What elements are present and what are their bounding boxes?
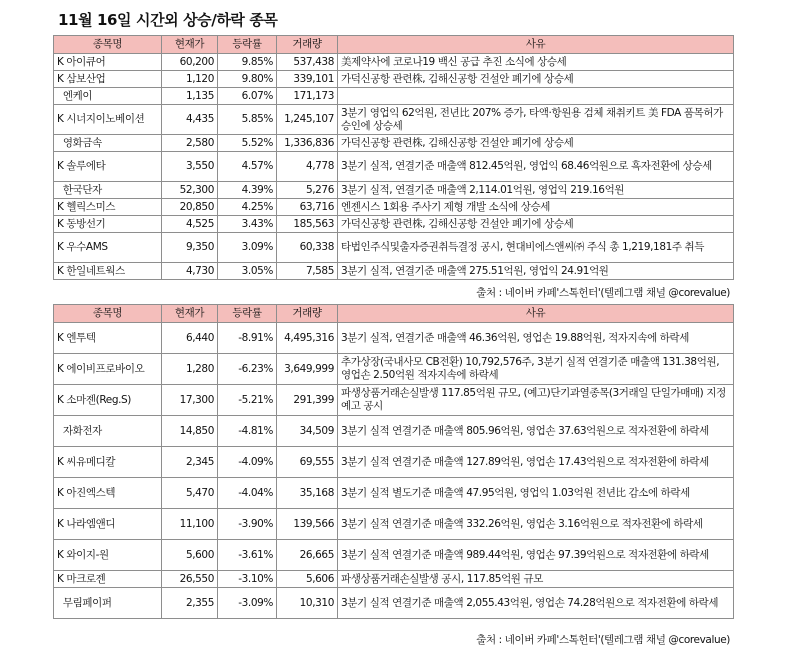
volume-cell: 4,495,316 — [277, 323, 338, 354]
price-cell: 17,300 — [162, 385, 218, 416]
volume-cell: 7,585 — [277, 263, 338, 280]
stock-name-cell: K 우수AMS — [54, 233, 162, 263]
col-header-volume: 거래량 — [277, 36, 338, 54]
table-row — [54, 152, 734, 182]
change-rate-cell: -4.81% — [218, 416, 277, 447]
falling-stocks-body — [54, 323, 734, 619]
reason-cell: 추가상장(국내사모 CB전환) 10,792,576주, 3분기 실적 연결기준 매출액 131.38억원, 영업손 2.50억원 적자지속에 하락세 — [338, 354, 734, 385]
price-cell: 20,850 — [162, 199, 218, 216]
change-rate-cell: 5.85% — [218, 105, 277, 135]
change-rate-cell: -3.90% — [218, 509, 277, 540]
volume-cell: 1,336,836 — [277, 135, 338, 152]
col-header-price: 현재가 — [162, 36, 218, 54]
price-cell: 1,280 — [162, 354, 218, 385]
change-rate-cell: -8.91% — [218, 323, 277, 354]
reason-cell: 3분기 영업익 62억원, 전년比 207% 증가, 타액·항원용 검체 채취키트 美 FDA 품목허가 승인에 상승세 — [338, 105, 734, 135]
reason-cell: 가덕신공항 관련株, 김해신공항 건설안 폐기에 상승세 — [338, 71, 734, 88]
source-note: 출처 : 네이버 카페'스톡헌터'(텔레그램 채널 @corevalue) — [476, 634, 730, 646]
reason-cell: 3분기 실적, 연결기준 매출액 46.36억원, 영업손 19.88억원, 적자지속에 하락세 — [338, 323, 734, 354]
table-row — [54, 540, 734, 571]
change-rate-cell: -5.21% — [218, 385, 277, 416]
change-rate-cell: 4.25% — [218, 199, 277, 216]
price-cell: 14,850 — [162, 416, 218, 447]
col-header-volume: 거래량 — [277, 305, 338, 323]
table-row — [54, 509, 734, 540]
price-cell: 4,730 — [162, 263, 218, 280]
stock-name-cell: K 아진엑스텍 — [54, 478, 162, 509]
table-header-row — [54, 36, 734, 54]
table-row — [54, 447, 734, 478]
change-rate-cell: 4.39% — [218, 182, 277, 199]
stock-name-cell: K 와이지-원 — [54, 540, 162, 571]
page-title: 11월 16일 시간외 상승/하락 종목 — [58, 11, 278, 29]
rising-stocks-table — [53, 35, 734, 280]
volume-cell: 10,310 — [277, 588, 338, 619]
reason-cell: 파생상품거래손실발생 공시, 117.85억원 규모 — [338, 571, 734, 588]
table-row — [54, 416, 734, 447]
reason-cell: 3분기 실적, 연결기준 매출액 2,114.01억원, 영업익 219.16억원 — [338, 182, 734, 199]
stock-name-cell: K 동방선기 — [54, 216, 162, 233]
table-row — [54, 385, 734, 416]
stock-name-cell: K 엔투텍 — [54, 323, 162, 354]
reason-cell: 타법인주식및출자증권취득결정 공시, 현대비에스앤씨㈜ 주식 총 1,219,181주 취득 — [338, 233, 734, 263]
stock-name-cell: K 삼보산업 — [54, 71, 162, 88]
change-rate-cell: 3.09% — [218, 233, 277, 263]
volume-cell: 185,563 — [277, 216, 338, 233]
table-row — [54, 71, 734, 88]
table-row — [54, 571, 734, 588]
stock-name-cell: K 마크로젠 — [54, 571, 162, 588]
reason-cell: 3분기 실적 연결기준 매출액 332.26억원, 영업손 3.16억원으로 적자전환에 하락세 — [338, 509, 734, 540]
price-cell: 4,525 — [162, 216, 218, 233]
table-row — [54, 354, 734, 385]
change-rate-cell: 3.05% — [218, 263, 277, 280]
stock-name-cell: 자화전자 — [54, 416, 162, 447]
stock-name-cell: 엔케이 — [54, 88, 162, 105]
volume-cell: 3,649,999 — [277, 354, 338, 385]
col-header-reason: 사유 — [338, 305, 734, 323]
volume-cell: 60,338 — [277, 233, 338, 263]
price-cell: 2,355 — [162, 588, 218, 619]
change-rate-cell: 4.57% — [218, 152, 277, 182]
volume-cell: 1,245,107 — [277, 105, 338, 135]
col-header-name: 종목명 — [54, 36, 162, 54]
volume-cell: 4,778 — [277, 152, 338, 182]
reason-cell: 3분기 실적, 연결기준 매출액 275.51억원, 영업익 24.91억원 — [338, 263, 734, 280]
stock-name-cell: K 시너지이노베이션 — [54, 105, 162, 135]
price-cell: 11,100 — [162, 509, 218, 540]
reason-cell: 3분기 실적 연결기준 매출액 989.44억원, 영업손 97.39억원으로 적자전환에 하락세 — [338, 540, 734, 571]
price-cell: 26,550 — [162, 571, 218, 588]
volume-cell: 35,168 — [277, 478, 338, 509]
volume-cell: 34,509 — [277, 416, 338, 447]
price-cell: 3,550 — [162, 152, 218, 182]
stock-name-cell: K 씨유메디칼 — [54, 447, 162, 478]
change-rate-cell: -3.10% — [218, 571, 277, 588]
change-rate-cell: 9.80% — [218, 71, 277, 88]
stock-name-cell: K 솔루에타 — [54, 152, 162, 182]
price-cell: 52,300 — [162, 182, 218, 199]
reason-cell — [338, 88, 734, 105]
table-row — [54, 88, 734, 105]
price-cell: 9,350 — [162, 233, 218, 263]
price-cell: 2,580 — [162, 135, 218, 152]
table-row — [54, 233, 734, 263]
table-row — [54, 478, 734, 509]
col-header-rate: 등락률 — [218, 305, 277, 323]
stock-name-cell: K 아이큐어 — [54, 54, 162, 71]
change-rate-cell: -6.23% — [218, 354, 277, 385]
volume-cell: 69,555 — [277, 447, 338, 478]
volume-cell: 26,665 — [277, 540, 338, 571]
reason-cell: 3분기 실적 별도기준 매출액 47.95억원, 영업익 1.03억원 전년比 감소에 하락세 — [338, 478, 734, 509]
price-cell: 1,135 — [162, 88, 218, 105]
reason-cell: 3분기 실적 연결기준 매출액 127.89억원, 영업손 17.43억원으로 적자전환에 하락세 — [338, 447, 734, 478]
source-note: 출처 : 네이버 카페'스톡헌터'(텔레그램 채널 @corevalue) — [476, 287, 730, 299]
table-row — [54, 182, 734, 199]
table-row — [54, 105, 734, 135]
change-rate-cell: -4.04% — [218, 478, 277, 509]
change-rate-cell: -3.61% — [218, 540, 277, 571]
price-cell: 5,470 — [162, 478, 218, 509]
change-rate-cell: 3.43% — [218, 216, 277, 233]
table-header-row — [54, 305, 734, 323]
stock-name-cell: K 에이비프로바이오 — [54, 354, 162, 385]
reason-cell: 가덕신공항 관련株, 김해신공항 건설안 폐기에 상승세 — [338, 216, 734, 233]
reason-cell: 3분기 실적 연결기준 매출액 805.96억원, 영업손 37.63억원으로 적자전환에 하락세 — [338, 416, 734, 447]
table-row — [54, 323, 734, 354]
reason-cell: 3분기 실적 연결기준 매출액 2,055.43억원, 영업손 74.28억원으로 적자전환에 하락세 — [338, 588, 734, 619]
volume-cell: 5,276 — [277, 182, 338, 199]
stock-name-cell: 무림페이퍼 — [54, 588, 162, 619]
change-rate-cell: 6.07% — [218, 88, 277, 105]
volume-cell: 139,566 — [277, 509, 338, 540]
col-header-name: 종목명 — [54, 305, 162, 323]
table-row — [54, 135, 734, 152]
table-row — [54, 263, 734, 280]
volume-cell: 339,101 — [277, 71, 338, 88]
volume-cell: 171,173 — [277, 88, 338, 105]
stock-name-cell: 영화금속 — [54, 135, 162, 152]
table-row — [54, 199, 734, 216]
price-cell: 2,345 — [162, 447, 218, 478]
col-header-rate: 등락률 — [218, 36, 277, 54]
col-header-price: 현재가 — [162, 305, 218, 323]
reason-cell: 엔젠시스 1회용 주사기 제형 개발 소식에 상승세 — [338, 199, 734, 216]
reason-cell: 가덕신공항 관련株, 김해신공항 건설안 폐기에 상승세 — [338, 135, 734, 152]
change-rate-cell: -4.09% — [218, 447, 277, 478]
volume-cell: 63,716 — [277, 199, 338, 216]
table-row — [54, 54, 734, 71]
stock-name-cell: K 헬릭스미스 — [54, 199, 162, 216]
price-cell: 1,120 — [162, 71, 218, 88]
stock-name-cell: K 나라엠앤디 — [54, 509, 162, 540]
stock-name-cell: K 소마젠(Reg.S) — [54, 385, 162, 416]
price-cell: 6,440 — [162, 323, 218, 354]
falling-stocks-table — [53, 304, 734, 619]
table-row — [54, 216, 734, 233]
volume-cell: 291,399 — [277, 385, 338, 416]
change-rate-cell: -3.09% — [218, 588, 277, 619]
reason-cell: 파생상품거래손실발생 117.85억원 규모, (예고)단기과열종목(3거래일 단일가매매) 지정예고 공시 — [338, 385, 734, 416]
volume-cell: 537,438 — [277, 54, 338, 71]
price-cell: 60,200 — [162, 54, 218, 71]
price-cell: 5,600 — [162, 540, 218, 571]
table-row — [54, 588, 734, 619]
price-cell: 4,435 — [162, 105, 218, 135]
change-rate-cell: 9.85% — [218, 54, 277, 71]
col-header-reason: 사유 — [338, 36, 734, 54]
change-rate-cell: 5.52% — [218, 135, 277, 152]
stock-name-cell: 한국단자 — [54, 182, 162, 199]
stock-name-cell: K 한일네트웍스 — [54, 263, 162, 280]
reason-cell: 3분기 실적, 연결기준 매출액 812.45억원, 영업익 68.46억원으로 흑자전환에 상승세 — [338, 152, 734, 182]
rising-stocks-body — [54, 54, 734, 280]
reason-cell: 美제약사에 코로나19 백신 공급 추진 소식에 상승세 — [338, 54, 734, 71]
volume-cell: 5,606 — [277, 571, 338, 588]
